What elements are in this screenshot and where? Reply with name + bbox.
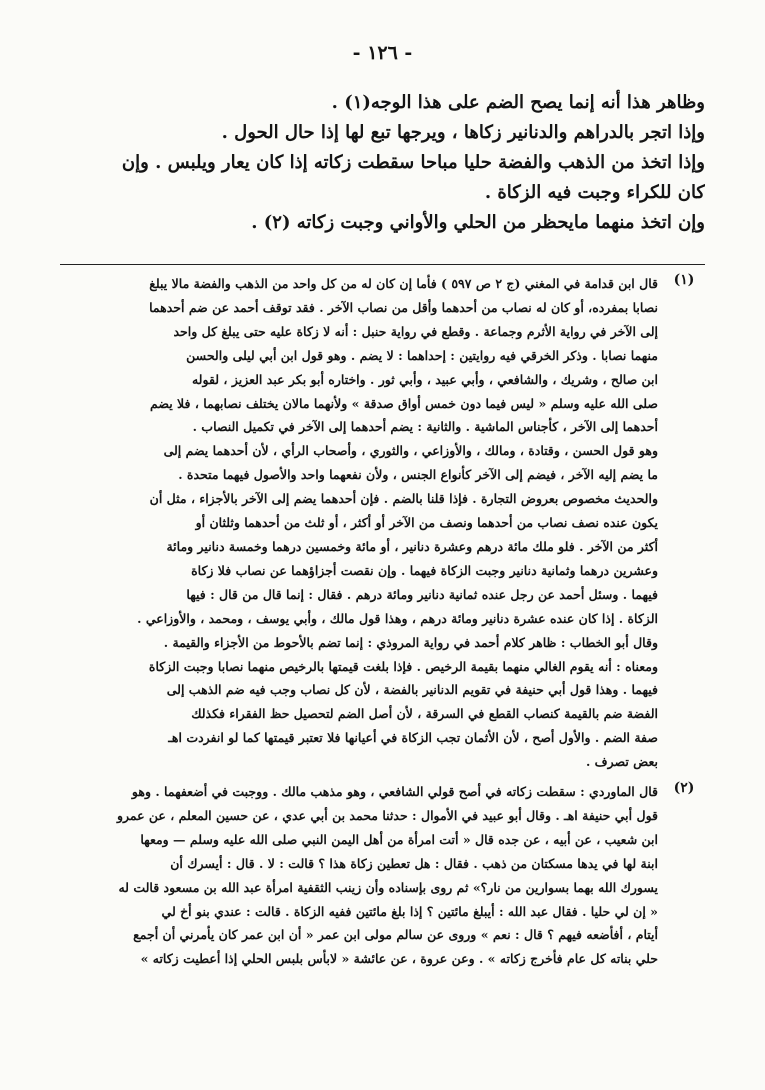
- footnote-line: ما يضم إليه الآخر ، فيضم إلى الآخر كأنواع الجنس ، ولأن نفعهما واحد والأصول فيهما متحدة .: [178, 467, 658, 483]
- footnote-line: بعض تصرف .: [585, 754, 658, 770]
- main-text: [60, 88, 705, 238]
- footnote-line: نصابا بمفرده، أو كان له نصاب من أحدهما وأقل من نصاب الآخر . فقد توقف أحمد عن ضم أحدهما: [149, 299, 658, 315]
- main-line: وظاهر هذا أنه إنما يصح الضم على هذا الوجه(١) .: [331, 92, 705, 113]
- footnote-line: ابن صالح ، وشريك ، والشافعي ، وأبي عبيد ، وأبي ثور . واختاره أبو بكر عبد العزيز ، لقوله: [191, 371, 658, 387]
- footnote-line: أيتام ، أفأضعه فيهم ؟ قال : نعم » وروى عن سالم مولى ابن عمر « أن ابن عمر كان يأمرني أن أجمع: [133, 927, 658, 943]
- footnote-line: ابنة لها في يدها مسكتان من ذهب . فقال : هل تعطين زكاة هذا ؟ قالت : لا . قال : أيسرك أن: [170, 855, 658, 871]
- footnote-line: منهما نصابا . وذكر الخرقي فيه روايتين : إحداهما : لا يضم . وهو قول ابن أبي ليلى والحسن: [186, 347, 658, 363]
- footnote-line: صلى الله عليه وسلم « ليس فيما دون خمس أواق صدقة » ولأنهما مالان يختلف نصابهما ، فلا يضم: [150, 395, 658, 411]
- footnote-line: يكون عنده نصف نصاب من أحدهما ونصف من الآخر أو أكثر ، أو ثلث من أحدهما وثلثان أو: [195, 515, 658, 531]
- footnote-line: والحديث مخصوص بعروض التجارة . فإذا قلنا بالضم . فإن أحدهما يضم إلى الآخر بالأجزاء ، مثل أن: [149, 491, 658, 507]
- footnote-line: قال الماوردي : سقطت زكاته في أصح قولي الشافعي ، وهو مذهب مالك . ووجبت في أضعفهما . وهو: [131, 784, 658, 800]
- footnotes: [52, 272, 695, 971]
- page-number: - ١٢٦ -: [352, 42, 413, 64]
- footnote-line: أحدهما إلى الآخر ، كأجناس الماشية . والثانية : يضم أحدهما إلى الآخر في تكميل النصاب .: [192, 419, 658, 435]
- footnote-line: وهو قول الحسن ، وقتادة ، ومالك ، والأوزاعي ، والثوري ، وأصحاب الرأي ، لأن أحدهما يضم إلى: [163, 443, 658, 459]
- footnote-line: قول أبي حنيفة اهـ . وقال أبو عبيد في الأموال : حدثنا محمد بن أبي عدي ، عن حسين المعلم ، عن عمرو: [116, 807, 658, 823]
- footnote-line: يسورك الله بهما بسوارين من نار؟» ثم روى بإسناده وأن زينب الثقفية امرأة عبد الله بن مسعود قالت له: [118, 879, 658, 895]
- main-line: كان للكراء وجبت فيه الزكاة .: [484, 182, 705, 203]
- main-line: وإذا اتجر بالدراهم والدنانير زكاها ، ويرجها تبع لها إذا حال الحول .: [221, 122, 705, 143]
- footnote-line: ابن شعيب ، عن أبيه ، عن جده قال « أتت امرأة من أهل اليمن النبي صلى الله عليه وسلم — ومعها: [140, 831, 658, 847]
- footnote-line: وعشرين درهما وثمانية دنانير وجبت الزكاة فيهما . وإن نقصت أجزاؤهما عن نصاب فلا زكاة: [191, 562, 658, 578]
- footnote-line: وقال أبو الخطاب : ظاهر كلام أحمد في رواية المروذي : إنما تضم بالأحوط من الأجزاء والقيمة .: [163, 634, 658, 650]
- footnote-2: [52, 780, 695, 971]
- footnote-1: [52, 272, 695, 774]
- footnote-line: الفضة ضم بالقيمة كنصاب القطع في السرقة ، لأن أصل الضم لتحصيل حظ الفقراء فكذلك: [191, 706, 658, 722]
- footnote-line: الزكاة . إذا كان عنده عشرة دنانير ومائة درهم ، وهذا قول مالك ، وأبي يوسف ، ومحمد ، والأوزاعي .: [137, 610, 658, 626]
- footnote-line: حلي بناته كل عام فأخرج زكاته » . وعن عروة ، عن عائشة « لابأس بلبس الحلي إذا أعطيت زكاته »: [140, 951, 658, 967]
- footnote-line: صفة الضم . والأول أصح ، لأن الأثمان تجب الزكاة في أعيانها فلا تعتبر قيمتها كما لو انفردت اهـ: [168, 730, 658, 746]
- footnote-number: (١): [673, 272, 695, 288]
- main-line: وإن اتخذ منهما مايحظر من الحلي والأواني وجبت زكاته (٢) .: [251, 212, 705, 233]
- main-line: وإذا اتخذ من الذهب والفضة حليا مباحا سقطت زكاته إذا كان يعار ويلبس . وإن: [121, 152, 705, 173]
- footnote-line: فيهما . وهذا قول أبي حنيفة في تقويم الدنانير بالفضة ، لأن كل نصاب وجب فيه ضم الذهب إلى: [166, 682, 658, 698]
- footnote-line: فيهما . وسئل أحمد عن رجل عنده ثمانية دنانير ومائة درهم . فقال : إنما قال من قال : فيها: [186, 586, 658, 602]
- footnote-number: (٢): [673, 780, 695, 797]
- footnote-line: قال ابن قدامة في المغني (ج ٢ ص ٥٩٧ ) فأما إن كان له من كل واحد من الذهب والفضة مالا يبلغ: [149, 276, 658, 291]
- footnote-divider: [60, 264, 705, 265]
- footnote-line: إلى الآخر في رواية الأثرم وجماعة . وقطع في رواية حنبل : أنه لا زكاة عليه حتى يبلغ كل واحد: [173, 323, 658, 339]
- footnote-line: أكثر من الآخر . فلو ملك مائة درهم وعشرة دنانير ، أو مائة وخمسين درهما وخمسة دنانير ومائة: [166, 538, 658, 554]
- footnote-line: « إن لي حليا . فقال عبد الله : أيبلغ مائتين ؟ إذا بلغ مائتين ففيه الزكاة . قالت : عندي بنو أخ لي: [161, 903, 658, 919]
- footnote-line: ومعناه : أنه يقوم الغالي منهما بقيمة الرخيص . فإذا بلغت قيمتها بالرخيص منهما نصابا وجبت الزكاة: [148, 658, 658, 674]
